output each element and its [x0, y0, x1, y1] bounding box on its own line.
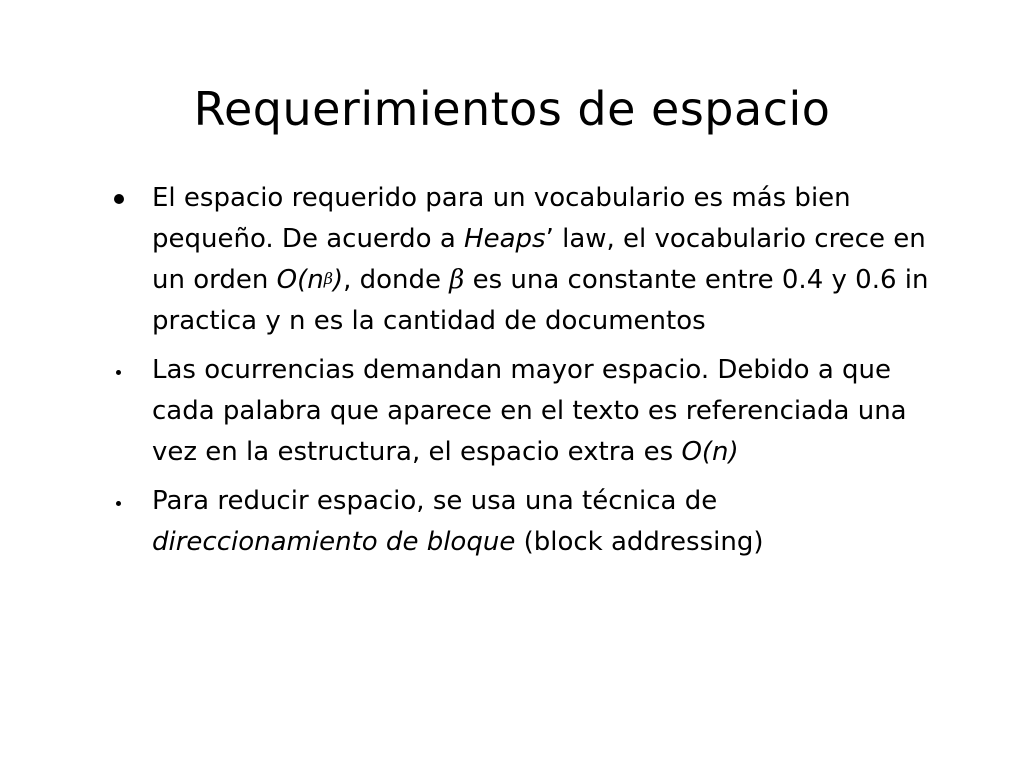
beta-symbol: β [449, 265, 465, 295]
bullet-text-italic: Heaps [464, 224, 546, 254]
bullet-text-segment: Las ocurrencias demandan mayor espacio. Debido a que cada palabra que aparece en el texto es referenciada una vez en la estructura, el espacio extra es [152, 355, 907, 467]
bullet-text-segment: Para reducir espacio, se usa una técnica de [152, 486, 718, 516]
bullet-item-block-addressing [110, 481, 940, 563]
bullet-text-segment: (block addressing) [515, 527, 764, 557]
bullet-text-segment: es una constante entre 0.4 y 0.6 in practica y n es la cantidad de documentos [152, 265, 929, 336]
round-bullet-icon [114, 194, 124, 204]
bullet-text-italic: direccionamiento de bloque [152, 527, 516, 557]
bullet-item-vocabulary [110, 178, 940, 342]
bullet-text-italic: O(n) [681, 437, 739, 467]
small-dot-bullet-icon [116, 501, 121, 506]
bullet-list [110, 178, 940, 571]
superscript-beta: β [323, 269, 333, 288]
bullet-text-italic: O(n [276, 265, 324, 295]
bullet-item-occurrences [110, 350, 940, 473]
bullet-text-segment: ’ law, el vocabulario crece en un orden [152, 224, 926, 295]
bullet-text-italic: ) [332, 265, 344, 295]
small-dot-bullet-icon [116, 370, 121, 375]
slide-title: Requerimientos de espacio [193, 81, 831, 136]
bullet-text-segment: El espacio requerido para un vocabulario es más bien pequeño. De acuerdo a [152, 183, 851, 254]
bullet-text-segment: , donde [343, 265, 450, 295]
